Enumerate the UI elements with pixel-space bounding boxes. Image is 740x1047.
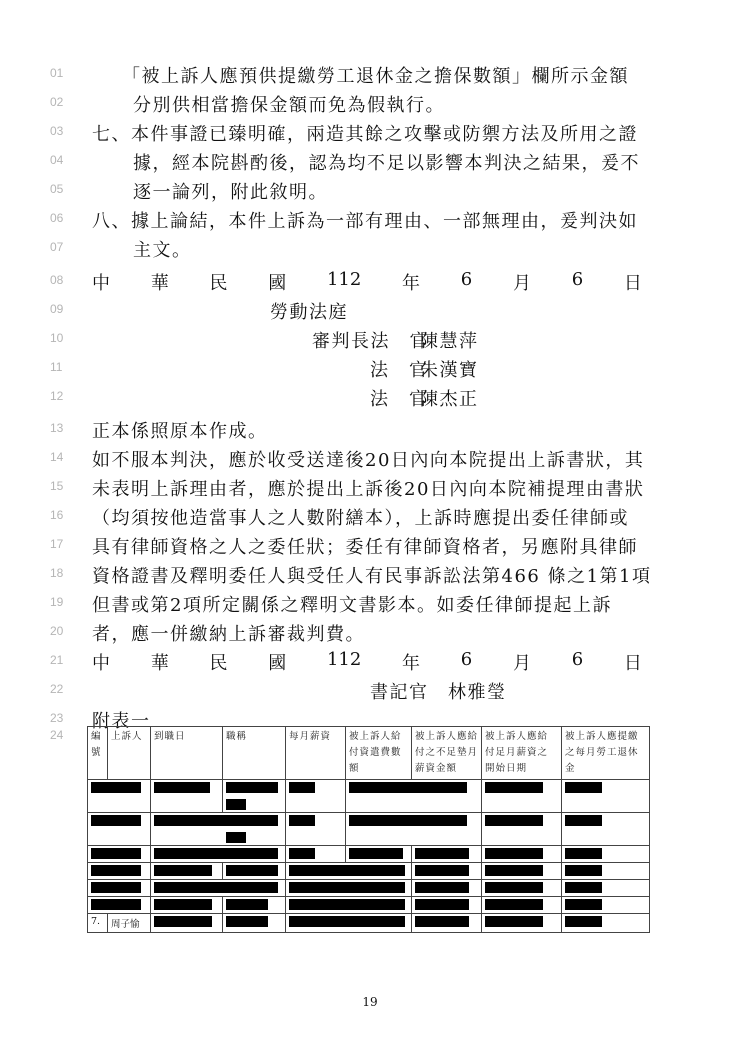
redacted-cell [88, 780, 151, 813]
line-number: 15 [50, 479, 64, 493]
redacted-cell [482, 780, 562, 813]
redacted-cell [562, 914, 650, 933]
table-row [88, 880, 650, 897]
section-eight-line: 八、據上論結，本件上訴為一部有理由、一部無理由，爰判決如 [92, 211, 638, 232]
redacted-cell [562, 813, 650, 846]
attachment-title: 附表一 [92, 711, 151, 732]
col-header-severance: 被上訴人給付資遣費數額 [346, 727, 412, 780]
table-row [88, 846, 650, 863]
redacted-cell [151, 914, 223, 933]
col-header-number: 編號 [88, 727, 108, 780]
line-number: 19 [50, 595, 64, 609]
redacted-cell [412, 846, 482, 863]
line-number: 06 [50, 211, 64, 225]
line-number: 17 [50, 537, 64, 551]
section-seven-line: 七、本件事證已臻明確，兩造其餘之攻擊或防禦方法及所用之證 [92, 124, 638, 145]
redacted-cell [412, 880, 482, 897]
line-number: 03 [50, 124, 64, 138]
date-char: 日 [623, 273, 642, 294]
paragraph-line: 據，經本院斟酌後，認為均不足以影響本判決之結果，爰不 [133, 153, 640, 174]
redacted-cell [286, 880, 412, 897]
redacted-cell [482, 897, 562, 914]
date-year: 112 [326, 269, 362, 290]
redacted-cell [151, 863, 223, 880]
line-number: 20 [50, 624, 64, 638]
redacted-cell [346, 813, 482, 846]
line-number: 21 [50, 653, 64, 667]
judge-name: 朱漢寶 [420, 360, 479, 381]
line-number: 22 [50, 682, 64, 696]
paragraph-line: 分別供相當擔保金額而免為假執行。 [133, 95, 445, 116]
redacted-cell [562, 846, 650, 863]
redacted-cell [88, 880, 151, 897]
redacted-cell [151, 846, 286, 863]
redacted-cell [412, 914, 482, 933]
clerk-date [92, 649, 642, 675]
table-row [88, 813, 650, 846]
col-header-job-title: 職稱 [223, 727, 286, 780]
paragraph-line: （均須按他造當事人之人數附繕本），上訴時應提出委任律師或 [92, 508, 629, 529]
redacted-cell [482, 863, 562, 880]
redacted-cell [223, 863, 286, 880]
redacted-cell [88, 846, 151, 863]
redacted-cell [286, 897, 412, 914]
presiding-judge-title: 審判長法 官 [312, 331, 429, 352]
paragraph-line: 資格證書及釋明委任人與受任人有民事訴訟法第466 條之1第1項 [92, 566, 652, 587]
line-number: 23 [50, 711, 64, 725]
date-char: 民 [209, 273, 228, 294]
date-char: 月 [512, 273, 531, 294]
redacted-cell [412, 897, 482, 914]
line-number: 01 [50, 66, 64, 80]
date-char: 華 [150, 653, 169, 674]
redacted-cell [286, 780, 346, 813]
line-number: 08 [50, 273, 64, 287]
judge-title: 法 官 [370, 389, 429, 410]
presiding-judge-name: 陳慧萍 [420, 331, 479, 352]
line-number: 05 [50, 182, 64, 196]
paragraph-line: 但書或第2項所定關係之釋明文書影本。如委任律師提起上訴 [92, 595, 612, 616]
redacted-cell [151, 897, 223, 914]
table-row [88, 897, 650, 914]
judge-title: 法 官 [370, 360, 429, 381]
line-number: 09 [50, 302, 64, 316]
table-header-row [88, 727, 650, 780]
date-day: 6 [571, 649, 584, 670]
date-day: 6 [571, 269, 584, 290]
appellant-name: 周子愉 [108, 914, 151, 933]
line-number: 24 [50, 728, 64, 742]
paragraph-line: 「被上訴人應預供提繳勞工退休金之擔保數額」欄所示金額 [122, 66, 629, 87]
redacted-cell [482, 914, 562, 933]
redacted-cell [151, 880, 286, 897]
date-char: 民 [209, 653, 228, 674]
redacted-cell [151, 780, 223, 813]
line-number: 18 [50, 566, 64, 580]
redacted-cell [412, 863, 482, 880]
line-number: 14 [50, 450, 64, 464]
table-row [88, 914, 650, 933]
date-char: 國 [268, 653, 287, 674]
redacted-cell [346, 780, 482, 813]
date-char: 國 [268, 273, 287, 294]
redacted-cell [223, 914, 286, 933]
date-char: 年 [402, 653, 421, 674]
date-char: 中 [92, 273, 110, 294]
clerk-name: 林雅瑩 [448, 682, 507, 703]
date-month: 6 [460, 649, 473, 670]
redacted-cell [88, 863, 151, 880]
redacted-cell [482, 880, 562, 897]
col-header-appellant: 上訴人 [108, 727, 151, 780]
date-char: 中 [92, 653, 110, 674]
redacted-cell [562, 880, 650, 897]
redacted-cell [562, 897, 650, 914]
line-number: 04 [50, 153, 64, 167]
attachment-table [87, 726, 650, 933]
redacted-cell [223, 780, 286, 813]
paragraph-line: 具有律師資格之人之委任狀；委任有律師資格者，另應附具律師 [92, 537, 638, 558]
date-char: 華 [150, 273, 169, 294]
table-row [88, 780, 650, 813]
redacted-cell [346, 846, 412, 863]
row-number: 7. [88, 914, 108, 933]
judgment-date [92, 269, 642, 295]
line-number: 16 [50, 508, 64, 522]
line-number: 12 [50, 389, 64, 403]
paragraph-line: 未表明上訴理由者，應於提出上訴後20日內向本院補提理由書狀 [92, 479, 645, 500]
redacted-cell [286, 863, 412, 880]
redacted-cell [88, 813, 151, 846]
page-number: 19 [362, 995, 378, 1009]
col-header-monthly-salary: 每月薪資 [286, 727, 346, 780]
paragraph-line: 逐一論列，附此敘明。 [133, 182, 328, 203]
line-number: 13 [50, 421, 64, 435]
paragraph-line: 者，應一併繳納上訴審裁判費。 [92, 624, 365, 645]
court-division: 勞動法庭 [270, 302, 348, 323]
redacted-cell [223, 897, 286, 914]
paragraph-line: 主文。 [133, 240, 192, 261]
redacted-cell [286, 846, 346, 863]
redacted-cell [286, 914, 412, 933]
line-number: 02 [50, 95, 64, 109]
redacted-cell [286, 813, 346, 846]
col-header-full-salary-start: 被上訴人應給付足月薪資之開始日期 [482, 727, 562, 780]
date-char: 月 [512, 653, 531, 674]
col-header-pension-contribution: 被上訴人應提繳之每月勞工退休金 [562, 727, 650, 780]
clerk-title: 書記官 [370, 682, 429, 703]
date-month: 6 [460, 269, 473, 290]
redacted-cell [482, 813, 562, 846]
col-header-start-date: 到職日 [151, 727, 223, 780]
redacted-cell [562, 780, 650, 813]
redacted-cell [151, 813, 286, 846]
line-number: 11 [50, 360, 63, 374]
date-year: 112 [326, 649, 362, 670]
judge-name: 陳杰正 [420, 389, 479, 410]
table-row [88, 863, 650, 880]
redacted-cell [482, 846, 562, 863]
date-char: 日 [623, 653, 642, 674]
col-header-salary-shortfall: 被上訴人應給付之不足墊月薪資金額 [412, 727, 482, 780]
line-number: 07 [50, 240, 64, 254]
redacted-cell [562, 863, 650, 880]
line-number: 10 [50, 331, 64, 345]
date-char: 年 [402, 273, 421, 294]
paragraph-line: 如不服本判決，應於收受送達後20日內向本院提出上訴書狀，其 [92, 450, 645, 471]
redacted-cell [88, 897, 151, 914]
paragraph-line: 正本係照原本作成。 [92, 421, 268, 442]
